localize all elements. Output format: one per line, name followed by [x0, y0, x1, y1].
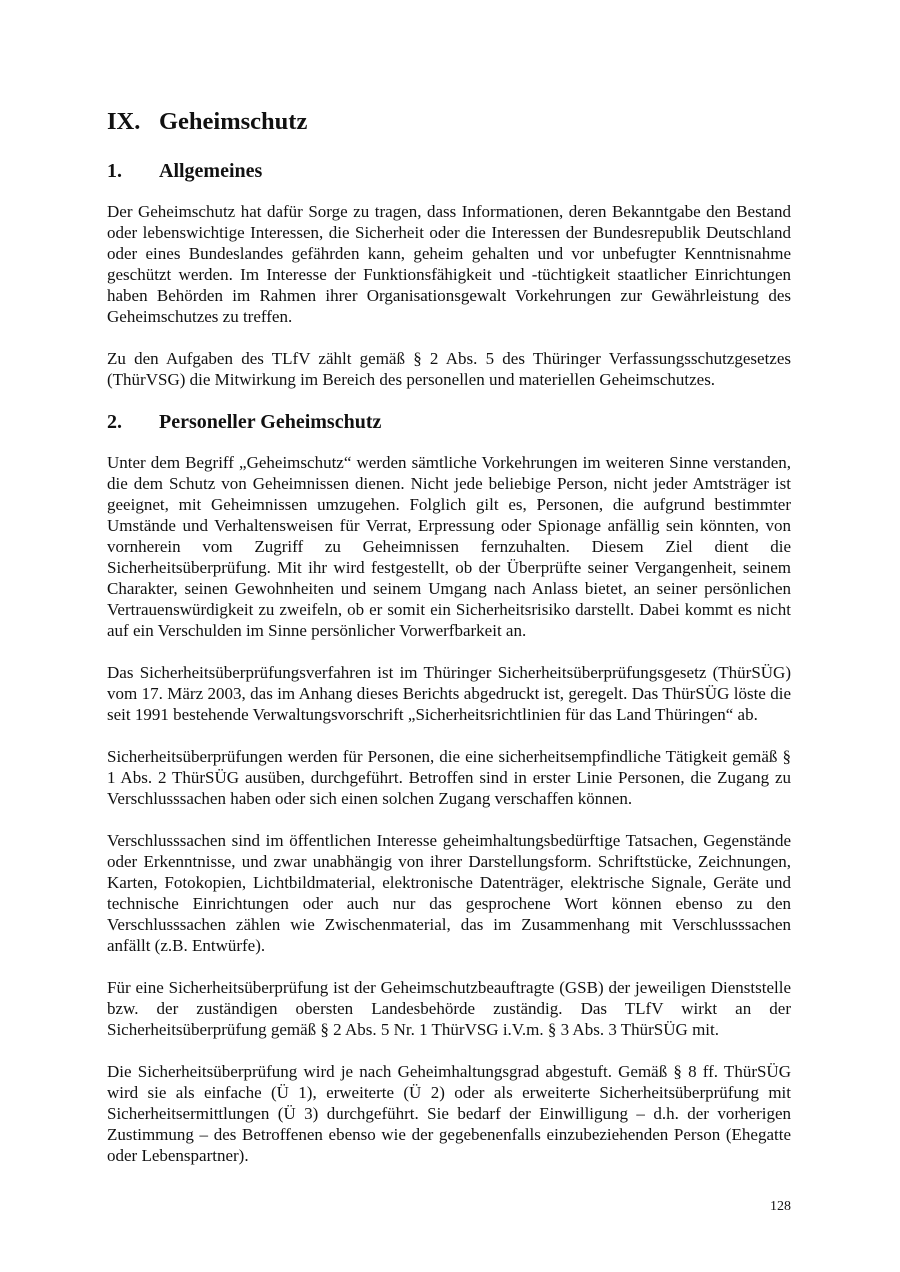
section-heading-personeller-geheimschutz	[107, 408, 791, 436]
section-title: Personeller Geheimschutz	[159, 411, 382, 433]
page-number: 128	[770, 1199, 791, 1214]
paragraph: Die Sicherheitsüberprüfung wird je nach Geheimhaltungsgrad abgestuft. Gemäß § 8 ff. ThürSÜG wird sie als einfache (Ü 1), erweiterte (Ü 2) oder als erweiterte Sicherheitsüberprüfung mit Sicherheitsermittlungen (Ü 3) durchgeführt. Sie bedarf der Einwilligung – d.h. der vorherigen Zustimmung – des Betroffenen ebenso wie der gegebenenfalls einzubeziehenden Person (Ehegatte oder Lebenspartner).	[107, 1062, 791, 1165]
paragraph: Sicherheitsüberprüfungen werden für Personen, die eine sicherheitsempfindliche Tätigkeit gemäß § 1 Abs. 2 ThürSÜG ausüben, durchgeführt. Betroffen sind in erster Linie Personen, die Zugang zu Verschlusssachen haben oder sich einen solchen Zugang verschaffen können.	[107, 747, 791, 808]
section-heading-allgemeines	[107, 157, 791, 185]
section-number: 2.	[107, 411, 122, 433]
section-number: 1.	[107, 160, 122, 182]
paragraph: Für eine Sicherheitsüberprüfung ist der Geheimschutzbeauftragte (GSB) der jeweiligen Dienststelle bzw. der zuständigen obersten Landesbehörde zuständig. Das TLfV wirkt an der Sicherheitsüberprüfung gemäß § 2 Abs. 5 Nr. 1 ThürVSG i.V.m. § 3 Abs. 3 ThürSÜG mit.	[107, 978, 791, 1039]
paragraph: Das Sicherheitsüberprüfungsverfahren ist im Thüringer Sicherheitsüberprüfungsgesetz (ThürSÜG) vom 17. März 2003, das im Anhang dieses Berichts abgedruckt ist, geregelt. Das ThürSÜG löste die seit 1991 bestehende Verwaltungsvorschrift „Sicherheitsrichtlinien für das Land Thüringen“ ab.	[107, 663, 791, 724]
paragraph: Verschlusssachen sind im öffentlichen Interesse geheimhaltungsbedürftige Tatsachen, Gegenstände oder Erkenntnisse, und zwar unabhängig von ihrer Darstellungsform. Schriftstücke, Zeichnungen, Karten, Fotokopien, Lichtbildmaterial, elektronische Datenträger, elektrische Signale, Geräte und technische Einrichtungen oder auch nur das gesprochene Wort können ebenso zu den Verschlusssachen zählen wie Zwischenmaterial, das im Zusammenhang mit Verschlusssachen anfällt (z.B. Entwürfe).	[107, 831, 791, 955]
paragraph: Der Geheimschutz hat dafür Sorge zu tragen, dass Informationen, deren Bekanntgabe den Bestand oder lebenswichtige Interessen, die Sicherheit oder die Interessen der Bundesrepublik Deutschland oder eines Bundeslandes gefährden kann, geheim gehalten und vor unbefugter Kenntnisnahme geschützt werden. Im Interesse der Funktionsfähigkeit und -tüchtigkeit staatlicher Einrichtungen haben Behörden im Rahmen ihrer Organisationsgewalt Vorkehrungen zur Gewährleistung des Geheimschutzes zu treffen.	[107, 202, 791, 326]
chapter-number: IX.	[107, 108, 141, 135]
paragraph: Zu den Aufgaben des TLfV zählt gemäß § 2 Abs. 5 des Thüringer Verfassungsschutzgesetzes (ThürVSG) die Mitwirkung im Bereich des personellen und materiellen Geheimschutzes.	[107, 349, 791, 389]
paragraph: Unter dem Begriff „Geheimschutz“ werden sämtliche Vorkehrungen im weiteren Sinne verstanden, die dem Schutz von Geheimnissen dienen. Nicht jede beliebige Person, nicht jeder Amtsträger ist geeignet, mit Geheimnissen umzugehen. Folglich gilt es, Personen, die aufgrund bestimmter Umstände und Verhaltensweisen für Verrat, Erpressung oder Spionage anfällig sein könnten, von vornherein vom Zugriff zu Geheimnissen fernzuhalten. Diesem Ziel dient die Sicherheitsüberprüfung. Mit ihr wird festgestellt, ob der Überprüfte seiner Vergangenheit, seinem Charakter, seinen Gewohnheiten und seinem Umgang nach Anlass bietet, an seiner persönlichen Vertrauenswürdigkeit zu zweifeln, ob er somit ein Sicherheitsrisiko darstellt. Dabei kommt es nicht auf ein Verschulden im Sinne persönlicher Vorwerfbarkeit an.	[107, 453, 791, 640]
chapter-title: Geheimschutz	[159, 108, 308, 135]
chapter-heading	[107, 106, 791, 138]
section-title: Allgemeines	[159, 160, 263, 182]
page-content	[107, 106, 791, 1166]
